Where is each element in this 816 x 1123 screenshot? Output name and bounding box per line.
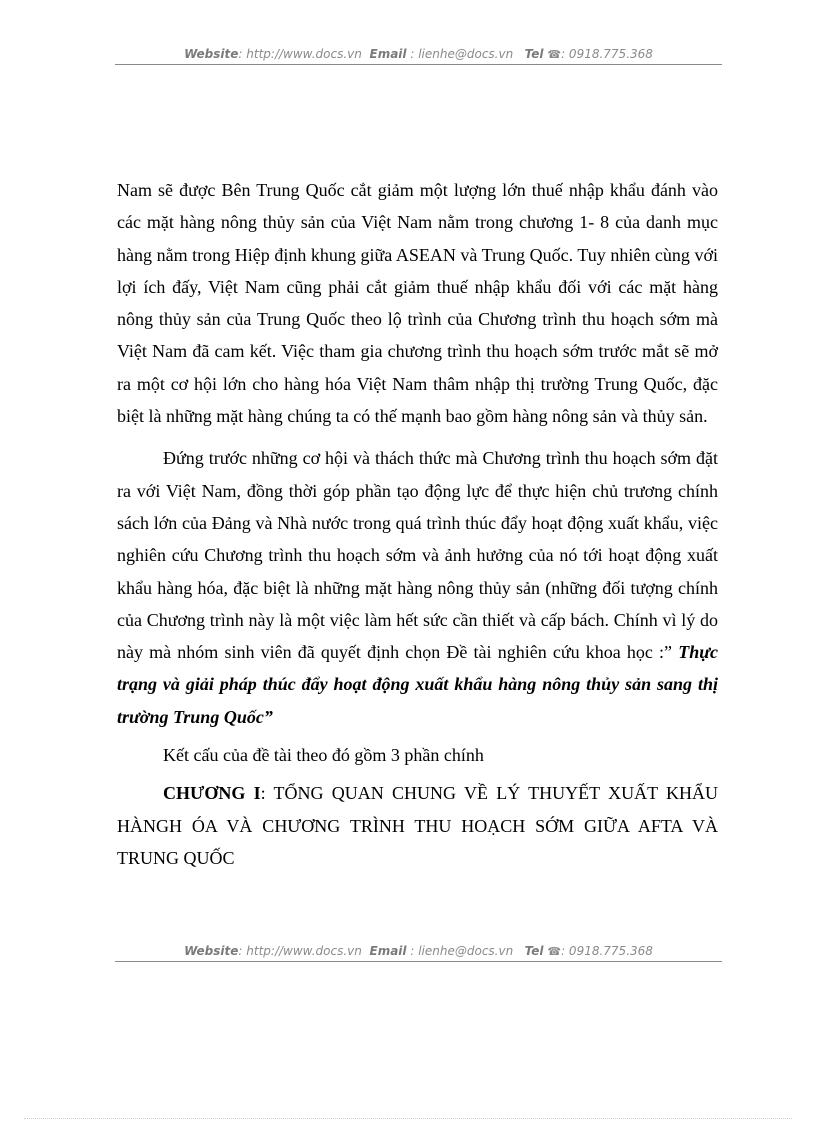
footer-website-value: : http://www.docs.vn xyxy=(238,944,362,958)
chapter-label: CHƯƠNG I xyxy=(163,783,261,804)
paragraph-2 xyxy=(117,442,718,733)
chapter-heading xyxy=(117,777,718,874)
research-title: Thực trạng và giải pháp thúc đẩy hoạt động xuất khẩu hàng nông thủy sản sang thị trường Trung Quốc” xyxy=(117,642,718,727)
page-edge-divider xyxy=(24,1118,792,1119)
paragraph-1: Nam sẽ được Bên Trung Quốc cắt giảm một lượng lớn thuế nhập khẩu đánh vào các mặt hàng nông thủy sản của Việt Nam nằm trong chương 1- 8 của danh mục hàng nằm trong Hiệp định khung giữa ASEAN và Trung Quốc. Tuy nhiên cùng với lợi ích đấy, Việt Nam cũng phải cắt giảm thuế nhập khẩu đối với các mặt hàng nông thủy sản của Trung Quốc theo lộ trình của Chương trình thu hoạch sớm mà Việt Nam đã cam kết. Việc tham gia chương trình thu hoạch sớm trước mắt sẽ mở ra một cơ hội lớn cho hàng hóa Việt Nam thâm nhập thị trường Trung Quốc, đặc biệt là những mặt hàng chúng ta có thế mạnh bao gồm hàng nông sản và thủy sản. xyxy=(117,180,718,427)
footer-email-value: : lienhe@docs.vn xyxy=(410,944,514,958)
footer-tel-label: Tel xyxy=(524,944,544,958)
footer-email-label: Email xyxy=(369,944,407,958)
header-email-label: Email xyxy=(369,47,407,61)
document-body xyxy=(117,174,718,874)
header-tel-label: Tel xyxy=(524,47,544,61)
header-website-label: Website xyxy=(184,47,239,61)
header-tel-value: : 0918.775.368 xyxy=(561,47,653,61)
page-header xyxy=(115,47,722,65)
page-footer xyxy=(115,944,722,962)
phone-icon: ☎ xyxy=(547,48,562,61)
header-email-value: : lienhe@docs.vn xyxy=(410,47,514,61)
paragraph-2-text: Đứng trước những cơ hội và thách thức mà Chương trình thu hoạch sớm đặt ra với Việt Nam, đồng thời góp phần tạo động lực để thực hiện chủ trương chính sách lớn của Đảng và Nhà nước trong quá trình thúc đẩy hoạt động xuất khẩu, việc nghiên cứu Chương trình thu hoạch sớm và ảnh hưởng của nó tới hoạt động xuất khẩu hàng hóa, đặc biệt là những mặt hàng nông thủy sản (những đối tượng chính của Chương trình này là một việc làm hết sức cần thiết và cấp bách. Chính vì lý do này mà nhóm sinh viên đã quyết định chọn Đề tài nghiên cứu khoa học :” xyxy=(117,448,718,663)
header-website-value: : http://www.docs.vn xyxy=(238,47,362,61)
phone-icon: ☎ xyxy=(547,945,562,958)
paragraph-3: Kết cấu của đề tài theo đó gồm 3 phần chính xyxy=(163,745,484,766)
footer-tel-value: : 0918.775.368 xyxy=(561,944,653,958)
chapter-text: : TỔNG QUAN CHUNG VỀ LÝ THUYẾT XUẤT KHẨU HÀNGH ÓA VÀ CHƯƠNG TRÌNH THU HOẠCH SỚM GIỮA AFTA VÀ TRUNG QUỐC xyxy=(117,783,718,868)
footer-website-label: Website xyxy=(184,944,239,958)
